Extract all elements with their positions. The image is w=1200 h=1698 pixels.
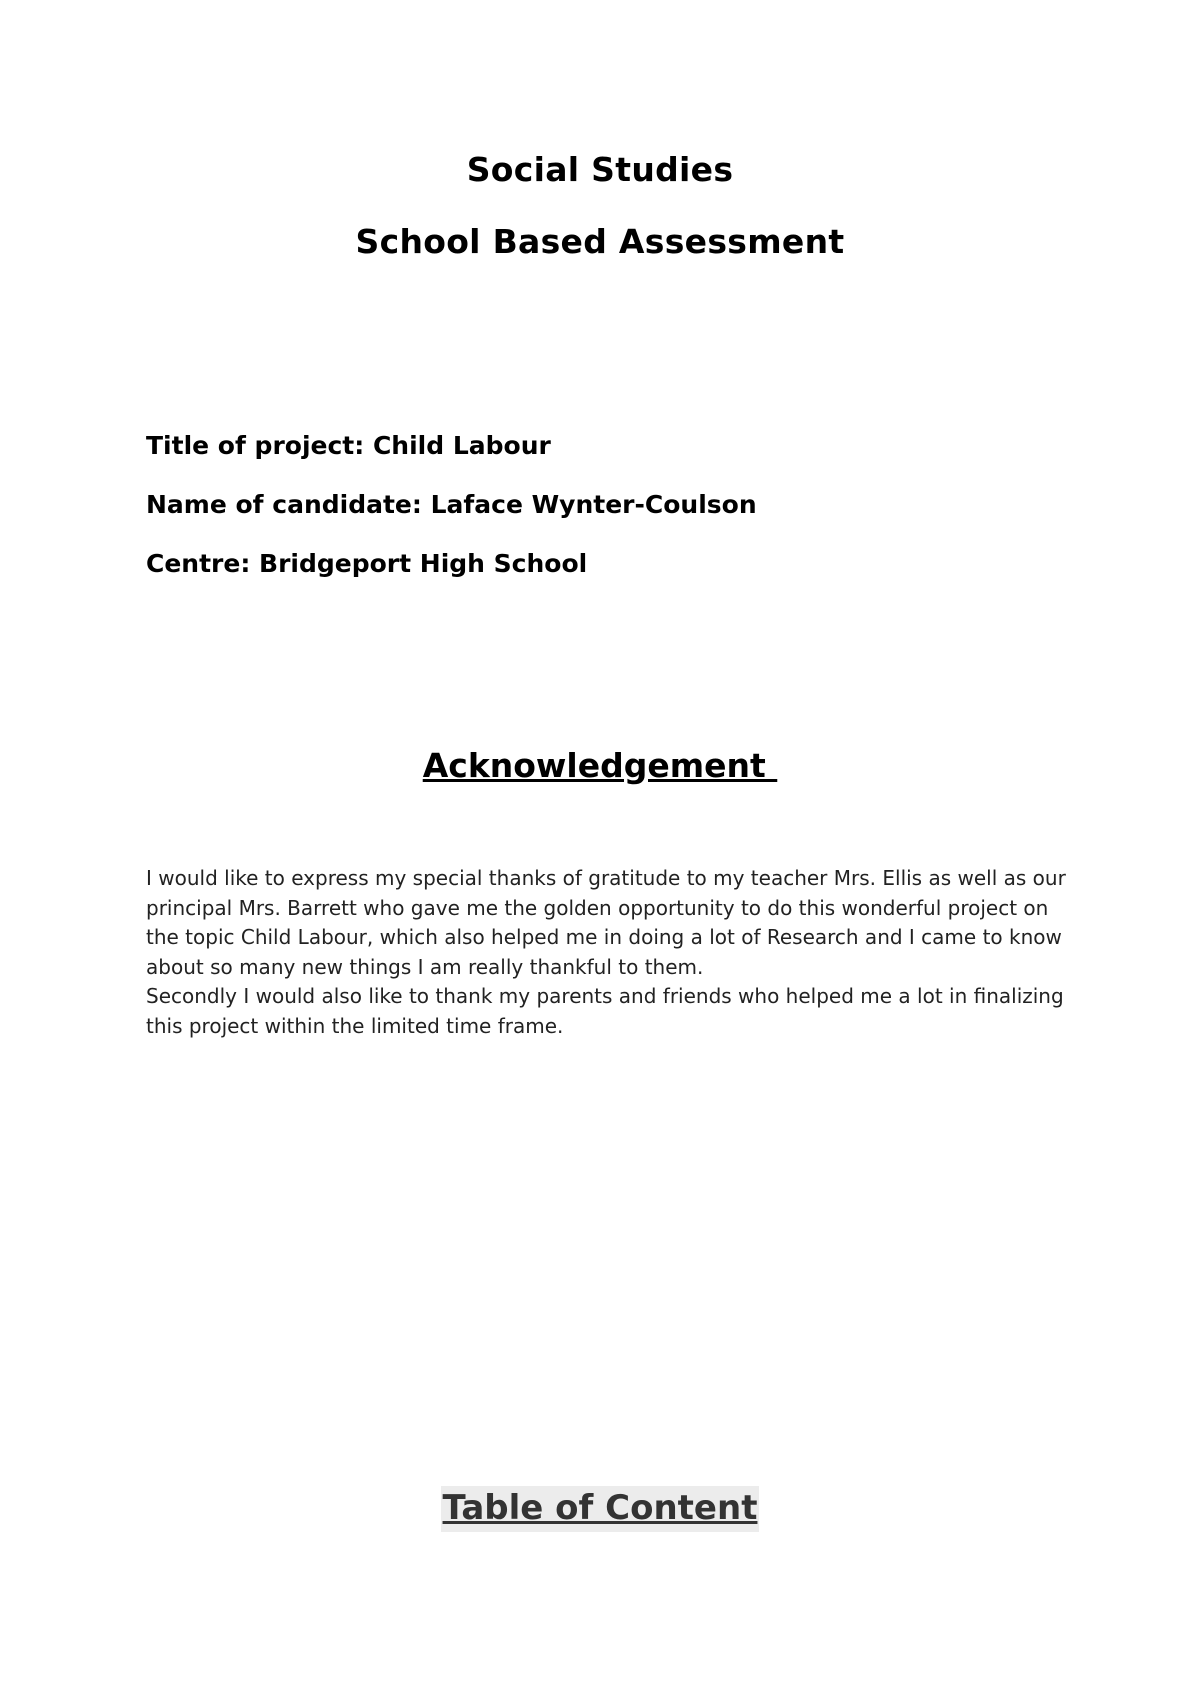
candidate-name-line: Name of candidate: Laface Wynter-Coulson bbox=[146, 490, 757, 519]
acknowledgement-paragraph-2: Secondly I would also like to thank my parents and friends who helped me a lot in finalizing this project within the limited time frame. bbox=[146, 984, 1064, 1038]
subject-title: Social Studies bbox=[466, 150, 734, 189]
assessment-title: School Based Assessment bbox=[355, 222, 845, 261]
project-title-line: Title of project: Child Labour bbox=[146, 431, 551, 460]
table-of-content-heading: Table of Content bbox=[441, 1486, 760, 1532]
acknowledgement-heading: Acknowledgement bbox=[422, 746, 778, 785]
table-of-content-section bbox=[0, 1486, 1200, 1532]
centre-line: Centre: Bridgeport High School bbox=[146, 549, 588, 578]
acknowledgement-body bbox=[146, 864, 1086, 1041]
acknowledgement-paragraph-1: I would like to express my special thanks of gratitude to my teacher Mrs. Ellis as well as our principal Mrs. Barrett who gave me the golden opportunity to do this wonderful project on the topic Child Labour, which also helped me in doing a lot of Research and I came to know about so many new things I am really thankful to them. bbox=[146, 866, 1066, 979]
